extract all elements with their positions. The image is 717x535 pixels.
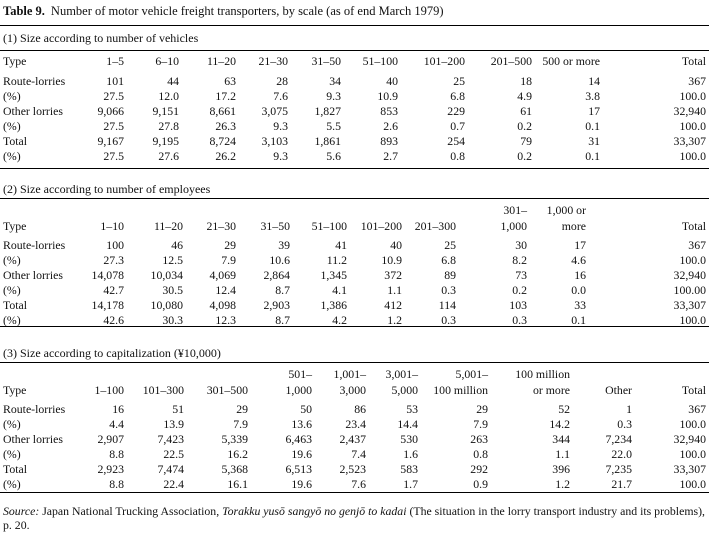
table-cell: 4,098 bbox=[209, 298, 236, 312]
column-header: 201–300 bbox=[414, 219, 456, 233]
table-cell: 6.8 bbox=[441, 253, 456, 267]
table-row bbox=[0, 417, 709, 432]
table-cell: 22.4 bbox=[163, 477, 184, 491]
table-cell: 18 bbox=[520, 74, 532, 88]
source-note bbox=[3, 504, 708, 532]
table-cell: 4.4 bbox=[109, 417, 124, 431]
table-row bbox=[0, 298, 709, 313]
row-label: Other lorries bbox=[3, 268, 63, 282]
table-cell: 14 bbox=[588, 74, 600, 88]
table-cell: 30.5 bbox=[162, 283, 183, 297]
column-header bbox=[127, 365, 187, 381]
table-cell: 100.0 bbox=[679, 253, 706, 267]
table-cell: 7.4 bbox=[351, 447, 366, 461]
table-cell: 0.1 bbox=[571, 313, 586, 327]
table-cell: 46 bbox=[171, 238, 183, 252]
column-header: 101–300 bbox=[142, 383, 184, 397]
table-cell: 53 bbox=[406, 402, 418, 416]
table-cell: 367 bbox=[688, 74, 706, 88]
table-cell: 27.3 bbox=[103, 253, 124, 267]
table-cell: 16 bbox=[574, 268, 586, 282]
table-cell: 114 bbox=[438, 298, 456, 312]
table-cell: 1 bbox=[626, 402, 632, 416]
table-cell: 8.7 bbox=[275, 313, 290, 327]
header-label bbox=[0, 365, 82, 381]
table-cell: 367 bbox=[688, 238, 706, 252]
table-cell: 1,827 bbox=[314, 104, 341, 118]
table-cell: 9.3 bbox=[326, 89, 341, 103]
table-cell: 100.0 bbox=[679, 447, 706, 461]
table-cell: 40 bbox=[390, 238, 402, 252]
column-header: 1,001– bbox=[333, 367, 366, 381]
table-cell: 100.0 bbox=[679, 417, 706, 431]
table-cell: 100.0 bbox=[679, 119, 706, 133]
column-header bbox=[239, 201, 293, 217]
table-cell: 63 bbox=[224, 74, 236, 88]
table-cell: 27.5 bbox=[103, 119, 124, 133]
table-cell: 33,307 bbox=[673, 134, 706, 148]
section-rule bbox=[0, 168, 709, 169]
table-cell: 6,463 bbox=[285, 432, 312, 446]
table-cell: 344 bbox=[552, 432, 570, 446]
table-cell: 9.3 bbox=[273, 119, 288, 133]
row-label: (%) bbox=[3, 447, 21, 461]
table-cell: 7,423 bbox=[157, 432, 184, 446]
column-header: 11–20 bbox=[206, 54, 236, 68]
table-cell: 9,066 bbox=[97, 104, 124, 118]
table-cell: 7.9 bbox=[221, 253, 236, 267]
table-cell: 254 bbox=[447, 134, 465, 148]
row-label: (%) bbox=[3, 149, 21, 163]
table-cell: 23.4 bbox=[345, 417, 366, 431]
row-label: (%) bbox=[3, 283, 21, 297]
table-cell: 33 bbox=[574, 298, 586, 312]
table-row bbox=[0, 283, 709, 298]
row-label: Total bbox=[3, 134, 28, 148]
row-label: Total bbox=[3, 298, 28, 312]
table-cell: 0.2 bbox=[512, 283, 527, 297]
table-cell: 27.6 bbox=[158, 149, 179, 163]
table-cell: 16.1 bbox=[227, 477, 248, 491]
column-header bbox=[350, 201, 405, 217]
section-rule bbox=[0, 326, 709, 327]
table-cell: 2.6 bbox=[383, 119, 398, 133]
row-label: (%) bbox=[3, 119, 21, 133]
source-label: Source: bbox=[3, 504, 40, 518]
table-cell: 372 bbox=[384, 268, 402, 282]
table-cell: 7.9 bbox=[233, 417, 248, 431]
table-cell: 33,307 bbox=[673, 462, 706, 476]
row-label: Other lorries bbox=[3, 432, 63, 446]
table-cell: 5,339 bbox=[221, 432, 248, 446]
table-row bbox=[0, 119, 709, 134]
column-header: Total bbox=[681, 54, 706, 68]
table-cell: 12.4 bbox=[215, 283, 236, 297]
table-cell: 263 bbox=[470, 432, 488, 446]
row-label: (%) bbox=[3, 313, 21, 327]
table-body bbox=[0, 69, 709, 164]
table-cell: 32,940 bbox=[673, 268, 706, 282]
column-header: 1,000 or bbox=[546, 203, 586, 217]
table-cell: 34 bbox=[329, 74, 341, 88]
table-cell: 7,235 bbox=[605, 462, 632, 476]
row-label: (%) bbox=[3, 89, 21, 103]
table-cell: 1,386 bbox=[320, 298, 347, 312]
table-cell: 51 bbox=[172, 402, 184, 416]
table-body bbox=[0, 233, 709, 328]
table-cell: 4.6 bbox=[571, 253, 586, 267]
column-header bbox=[187, 365, 251, 381]
table-cell: 100.0 bbox=[679, 313, 706, 327]
row-label: Other lorries bbox=[3, 104, 63, 118]
table-cell: 31 bbox=[588, 134, 600, 148]
table-cell: 0.3 bbox=[512, 313, 527, 327]
table-body bbox=[0, 397, 709, 492]
source-title: Torakku yusō sangyō no genjō to kadai bbox=[222, 504, 407, 518]
table-cell: 7.6 bbox=[351, 477, 366, 491]
section-heading: (1) Size according to number of vehicles bbox=[3, 31, 199, 45]
table-caption: Number of motor vehicle freight transporters, by scale (as of end March 1979) bbox=[50, 4, 444, 18]
column-header: 51–100 bbox=[311, 219, 347, 233]
table-cell: 100.0 bbox=[679, 477, 706, 491]
table-cell: 4.9 bbox=[517, 89, 532, 103]
table-cell: 16 bbox=[112, 402, 124, 416]
table-cell: 32,940 bbox=[673, 432, 706, 446]
column-header: Total bbox=[681, 219, 706, 233]
table-cell: 10.9 bbox=[377, 89, 398, 103]
table-cell: 26.3 bbox=[215, 119, 236, 133]
table-row bbox=[0, 397, 709, 417]
column-header: 5,000 bbox=[391, 383, 418, 397]
table-row bbox=[0, 89, 709, 104]
column-header: 1–100 bbox=[94, 383, 124, 397]
header-label: Type bbox=[3, 383, 27, 397]
table-cell: 11.2 bbox=[326, 253, 347, 267]
table-cell: 367 bbox=[688, 402, 706, 416]
table-row bbox=[0, 104, 709, 119]
table-cell: 4,069 bbox=[209, 268, 236, 282]
table-cell: 0.7 bbox=[450, 119, 465, 133]
column-header: 21–30 bbox=[258, 54, 288, 68]
column-header: 31–50 bbox=[311, 54, 341, 68]
table-cell: 893 bbox=[380, 134, 398, 148]
table-cell: 1,861 bbox=[314, 134, 341, 148]
column-header: 1,000 bbox=[500, 219, 527, 233]
column-header bbox=[635, 365, 709, 381]
column-header bbox=[405, 201, 459, 217]
table-cell: 14.4 bbox=[397, 417, 418, 431]
table-cell: 7,234 bbox=[605, 432, 632, 446]
table-cell: 1.1 bbox=[387, 283, 402, 297]
table-cell: 9,167 bbox=[97, 134, 124, 148]
table-cell: 2,523 bbox=[339, 462, 366, 476]
column-header: 21–30 bbox=[206, 219, 236, 233]
row-label: (%) bbox=[3, 253, 21, 267]
table-cell: 61 bbox=[520, 104, 532, 118]
table-cell: 27.8 bbox=[158, 119, 179, 133]
table-cell: 5,368 bbox=[221, 462, 248, 476]
table-cell: 12.5 bbox=[162, 253, 183, 267]
table-cell: 6.8 bbox=[450, 89, 465, 103]
source-description: (The situation in the lorry transport industry and its problems), p. 20. bbox=[3, 504, 705, 532]
column-header: 100 million bbox=[515, 367, 570, 381]
table-cell: 19.6 bbox=[291, 477, 312, 491]
table-cell: 9.3 bbox=[273, 149, 288, 163]
table-cell: 30.3 bbox=[162, 313, 183, 327]
employees-table bbox=[0, 201, 709, 328]
table-cell: 0.0 bbox=[571, 283, 586, 297]
table-cell: 14,078 bbox=[91, 268, 124, 282]
column-header: 201–500 bbox=[490, 54, 532, 68]
table-cell: 0.2 bbox=[517, 149, 532, 163]
table-row bbox=[0, 447, 709, 462]
table-cell: 229 bbox=[447, 104, 465, 118]
table-cell: 5.5 bbox=[326, 119, 341, 133]
column-header: 1–5 bbox=[106, 54, 124, 68]
column-header: 51–100 bbox=[362, 54, 398, 68]
table-cell: 28 bbox=[276, 74, 288, 88]
top-rule bbox=[0, 25, 709, 26]
section-rule bbox=[0, 362, 709, 363]
table-cell: 1,345 bbox=[320, 268, 347, 282]
column-header: Total bbox=[681, 383, 706, 397]
column-header: more bbox=[561, 219, 586, 233]
table-cell: 32,940 bbox=[673, 104, 706, 118]
table-cell: 19.6 bbox=[291, 447, 312, 461]
table-cell: 103 bbox=[509, 298, 527, 312]
table-row bbox=[0, 462, 709, 477]
table-cell: 10,034 bbox=[150, 268, 183, 282]
table-cell: 17.2 bbox=[215, 89, 236, 103]
section-heading: (2) Size according to number of employees bbox=[3, 182, 211, 196]
table-cell: 30 bbox=[515, 238, 527, 252]
table-row bbox=[0, 134, 709, 149]
table-cell: 1.6 bbox=[403, 447, 418, 461]
table-row bbox=[0, 69, 709, 89]
table-cell: 2,437 bbox=[339, 432, 366, 446]
table-cell: 50 bbox=[300, 402, 312, 416]
column-header bbox=[127, 201, 186, 217]
table-cell: 21.7 bbox=[611, 477, 632, 491]
table-header bbox=[0, 53, 709, 69]
section-rule bbox=[0, 50, 709, 51]
column-header: 11–20 bbox=[153, 219, 183, 233]
table-cell: 8,724 bbox=[209, 134, 236, 148]
table-cell: 16.2 bbox=[227, 447, 248, 461]
table-cell: 1.2 bbox=[387, 313, 402, 327]
column-header: 500 or more bbox=[542, 54, 600, 68]
table-cell: 1.1 bbox=[555, 447, 570, 461]
table-row bbox=[0, 432, 709, 447]
table-cell: 10.6 bbox=[269, 253, 290, 267]
bottom-rule bbox=[0, 492, 709, 493]
column-header: 100 million bbox=[433, 383, 488, 397]
table-cell: 0.3 bbox=[617, 417, 632, 431]
table-cell: 8,661 bbox=[209, 104, 236, 118]
column-header: 6–10 bbox=[155, 54, 179, 68]
column-header: 301–500 bbox=[206, 383, 248, 397]
column-header: 301– bbox=[503, 203, 527, 217]
table-cell: 530 bbox=[400, 432, 418, 446]
table-cell: 5.6 bbox=[326, 149, 341, 163]
table-cell: 853 bbox=[380, 104, 398, 118]
table-cell: 41 bbox=[335, 238, 347, 252]
row-label: Route-lorries bbox=[3, 238, 66, 252]
table-cell: 0.1 bbox=[585, 119, 600, 133]
column-header: 1,000 bbox=[285, 383, 312, 397]
table-cell: 79 bbox=[520, 134, 532, 148]
header-label: Type bbox=[3, 54, 27, 68]
table-cell: 2,864 bbox=[263, 268, 290, 282]
table-cell: 25 bbox=[453, 74, 465, 88]
table-cell: 8.7 bbox=[275, 283, 290, 297]
table-cell: 3,103 bbox=[261, 134, 288, 148]
table-cell: 100 bbox=[106, 238, 124, 252]
table-cell: 0.3 bbox=[441, 283, 456, 297]
table-header bbox=[0, 365, 709, 397]
table-row bbox=[0, 253, 709, 268]
table-cell: 100.0 bbox=[679, 89, 706, 103]
table-cell: 101 bbox=[106, 74, 124, 88]
table-cell: 2.7 bbox=[383, 149, 398, 163]
row-label: Route-lorries bbox=[3, 74, 66, 88]
table-cell: 583 bbox=[400, 462, 418, 476]
table-cell: 73 bbox=[515, 268, 527, 282]
column-header: 501– bbox=[288, 367, 312, 381]
table-cell: 7.6 bbox=[273, 89, 288, 103]
table-cell: 412 bbox=[384, 298, 402, 312]
table-cell: 26.2 bbox=[215, 149, 236, 163]
table-cell: 0.3 bbox=[441, 313, 456, 327]
table-cell: 8.8 bbox=[109, 477, 124, 491]
header-label: Type bbox=[3, 219, 27, 233]
table-cell: 86 bbox=[354, 402, 366, 416]
table-cell: 25 bbox=[444, 238, 456, 252]
table-cell: 1.2 bbox=[555, 477, 570, 491]
capitalization-table bbox=[0, 365, 709, 492]
table-cell: 292 bbox=[470, 462, 488, 476]
table-cell: 0.2 bbox=[517, 119, 532, 133]
row-label: (%) bbox=[3, 417, 21, 431]
table-cell: 27.5 bbox=[103, 149, 124, 163]
column-header: 1–10 bbox=[100, 219, 124, 233]
table-cell: 42.7 bbox=[103, 283, 124, 297]
column-header: 3,001– bbox=[385, 367, 418, 381]
table-cell: 6,513 bbox=[285, 462, 312, 476]
table-cell: 42.6 bbox=[103, 313, 124, 327]
column-header bbox=[589, 201, 709, 217]
table-cell: 40 bbox=[386, 74, 398, 88]
section-rule bbox=[0, 198, 709, 199]
table-cell: 396 bbox=[552, 462, 570, 476]
table-cell: 3.8 bbox=[585, 89, 600, 103]
column-header: 101–200 bbox=[423, 54, 465, 68]
column-header bbox=[82, 365, 127, 381]
column-header bbox=[186, 201, 239, 217]
table-title bbox=[3, 4, 444, 19]
table-row bbox=[0, 268, 709, 283]
column-header bbox=[573, 365, 635, 381]
table-cell: 29 bbox=[224, 238, 236, 252]
table-cell: 22.5 bbox=[163, 447, 184, 461]
table-cell: 39 bbox=[278, 238, 290, 252]
table-cell: 12.0 bbox=[158, 89, 179, 103]
vehicles-table bbox=[0, 53, 709, 164]
table-cell: 2,907 bbox=[97, 432, 124, 446]
row-label: Total bbox=[3, 462, 28, 476]
table-row bbox=[0, 149, 709, 164]
table-cell: 9,151 bbox=[152, 104, 179, 118]
table-number: Table 9. bbox=[3, 4, 45, 18]
table-cell: 10.9 bbox=[381, 253, 402, 267]
column-header: 3,000 bbox=[339, 383, 366, 397]
table-cell: 29 bbox=[236, 402, 248, 416]
table-cell: 14,178 bbox=[91, 298, 124, 312]
table-cell: 100.0 bbox=[679, 149, 706, 163]
table-cell: 44 bbox=[167, 74, 179, 88]
table-cell: 13.9 bbox=[163, 417, 184, 431]
table-cell: 1.7 bbox=[403, 477, 418, 491]
table-cell: 8.2 bbox=[512, 253, 527, 267]
column-header: Other bbox=[605, 383, 632, 397]
source-publisher: Japan National Trucking Association, bbox=[42, 504, 220, 518]
column-header bbox=[82, 201, 127, 217]
table-cell: 33,307 bbox=[673, 298, 706, 312]
table-cell: 52 bbox=[558, 402, 570, 416]
table-cell: 13.6 bbox=[291, 417, 312, 431]
column-header: 101–200 bbox=[360, 219, 402, 233]
table-row bbox=[0, 477, 709, 492]
table-cell: 12.3 bbox=[215, 313, 236, 327]
table-cell: 0.9 bbox=[473, 477, 488, 491]
table-cell: 7,474 bbox=[157, 462, 184, 476]
row-label: Route-lorries bbox=[3, 402, 66, 416]
column-header: or more bbox=[532, 383, 570, 397]
table-cell: 10,080 bbox=[150, 298, 183, 312]
column-header: 5,001– bbox=[455, 367, 488, 381]
table-cell: 22.0 bbox=[611, 447, 632, 461]
table-cell: 8.8 bbox=[109, 447, 124, 461]
table-cell: 4.1 bbox=[332, 283, 347, 297]
table-cell: 9,195 bbox=[152, 134, 179, 148]
table-cell: 3,075 bbox=[261, 104, 288, 118]
row-label: (%) bbox=[3, 477, 21, 491]
column-header bbox=[293, 201, 350, 217]
table-cell: 17 bbox=[574, 238, 586, 252]
table-cell: 2,923 bbox=[97, 462, 124, 476]
table-cell: 2,903 bbox=[263, 298, 290, 312]
table-header bbox=[0, 201, 709, 233]
table-cell: 14.2 bbox=[549, 417, 570, 431]
section-heading: (3) Size according to capitalization (¥10,000) bbox=[3, 346, 221, 360]
table-cell: 0.8 bbox=[473, 447, 488, 461]
table-cell: 4.2 bbox=[332, 313, 347, 327]
table-cell: 0.1 bbox=[585, 149, 600, 163]
table-cell: 27.5 bbox=[103, 89, 124, 103]
header-label bbox=[0, 201, 82, 217]
column-header: 31–50 bbox=[260, 219, 290, 233]
table-cell: 17 bbox=[588, 104, 600, 118]
table-cell: 29 bbox=[476, 402, 488, 416]
table-cell: 100.00 bbox=[673, 283, 706, 297]
table-cell: 0.8 bbox=[450, 149, 465, 163]
table-row bbox=[0, 233, 709, 253]
table-cell: 7.9 bbox=[473, 417, 488, 431]
table-cell: 89 bbox=[444, 268, 456, 282]
